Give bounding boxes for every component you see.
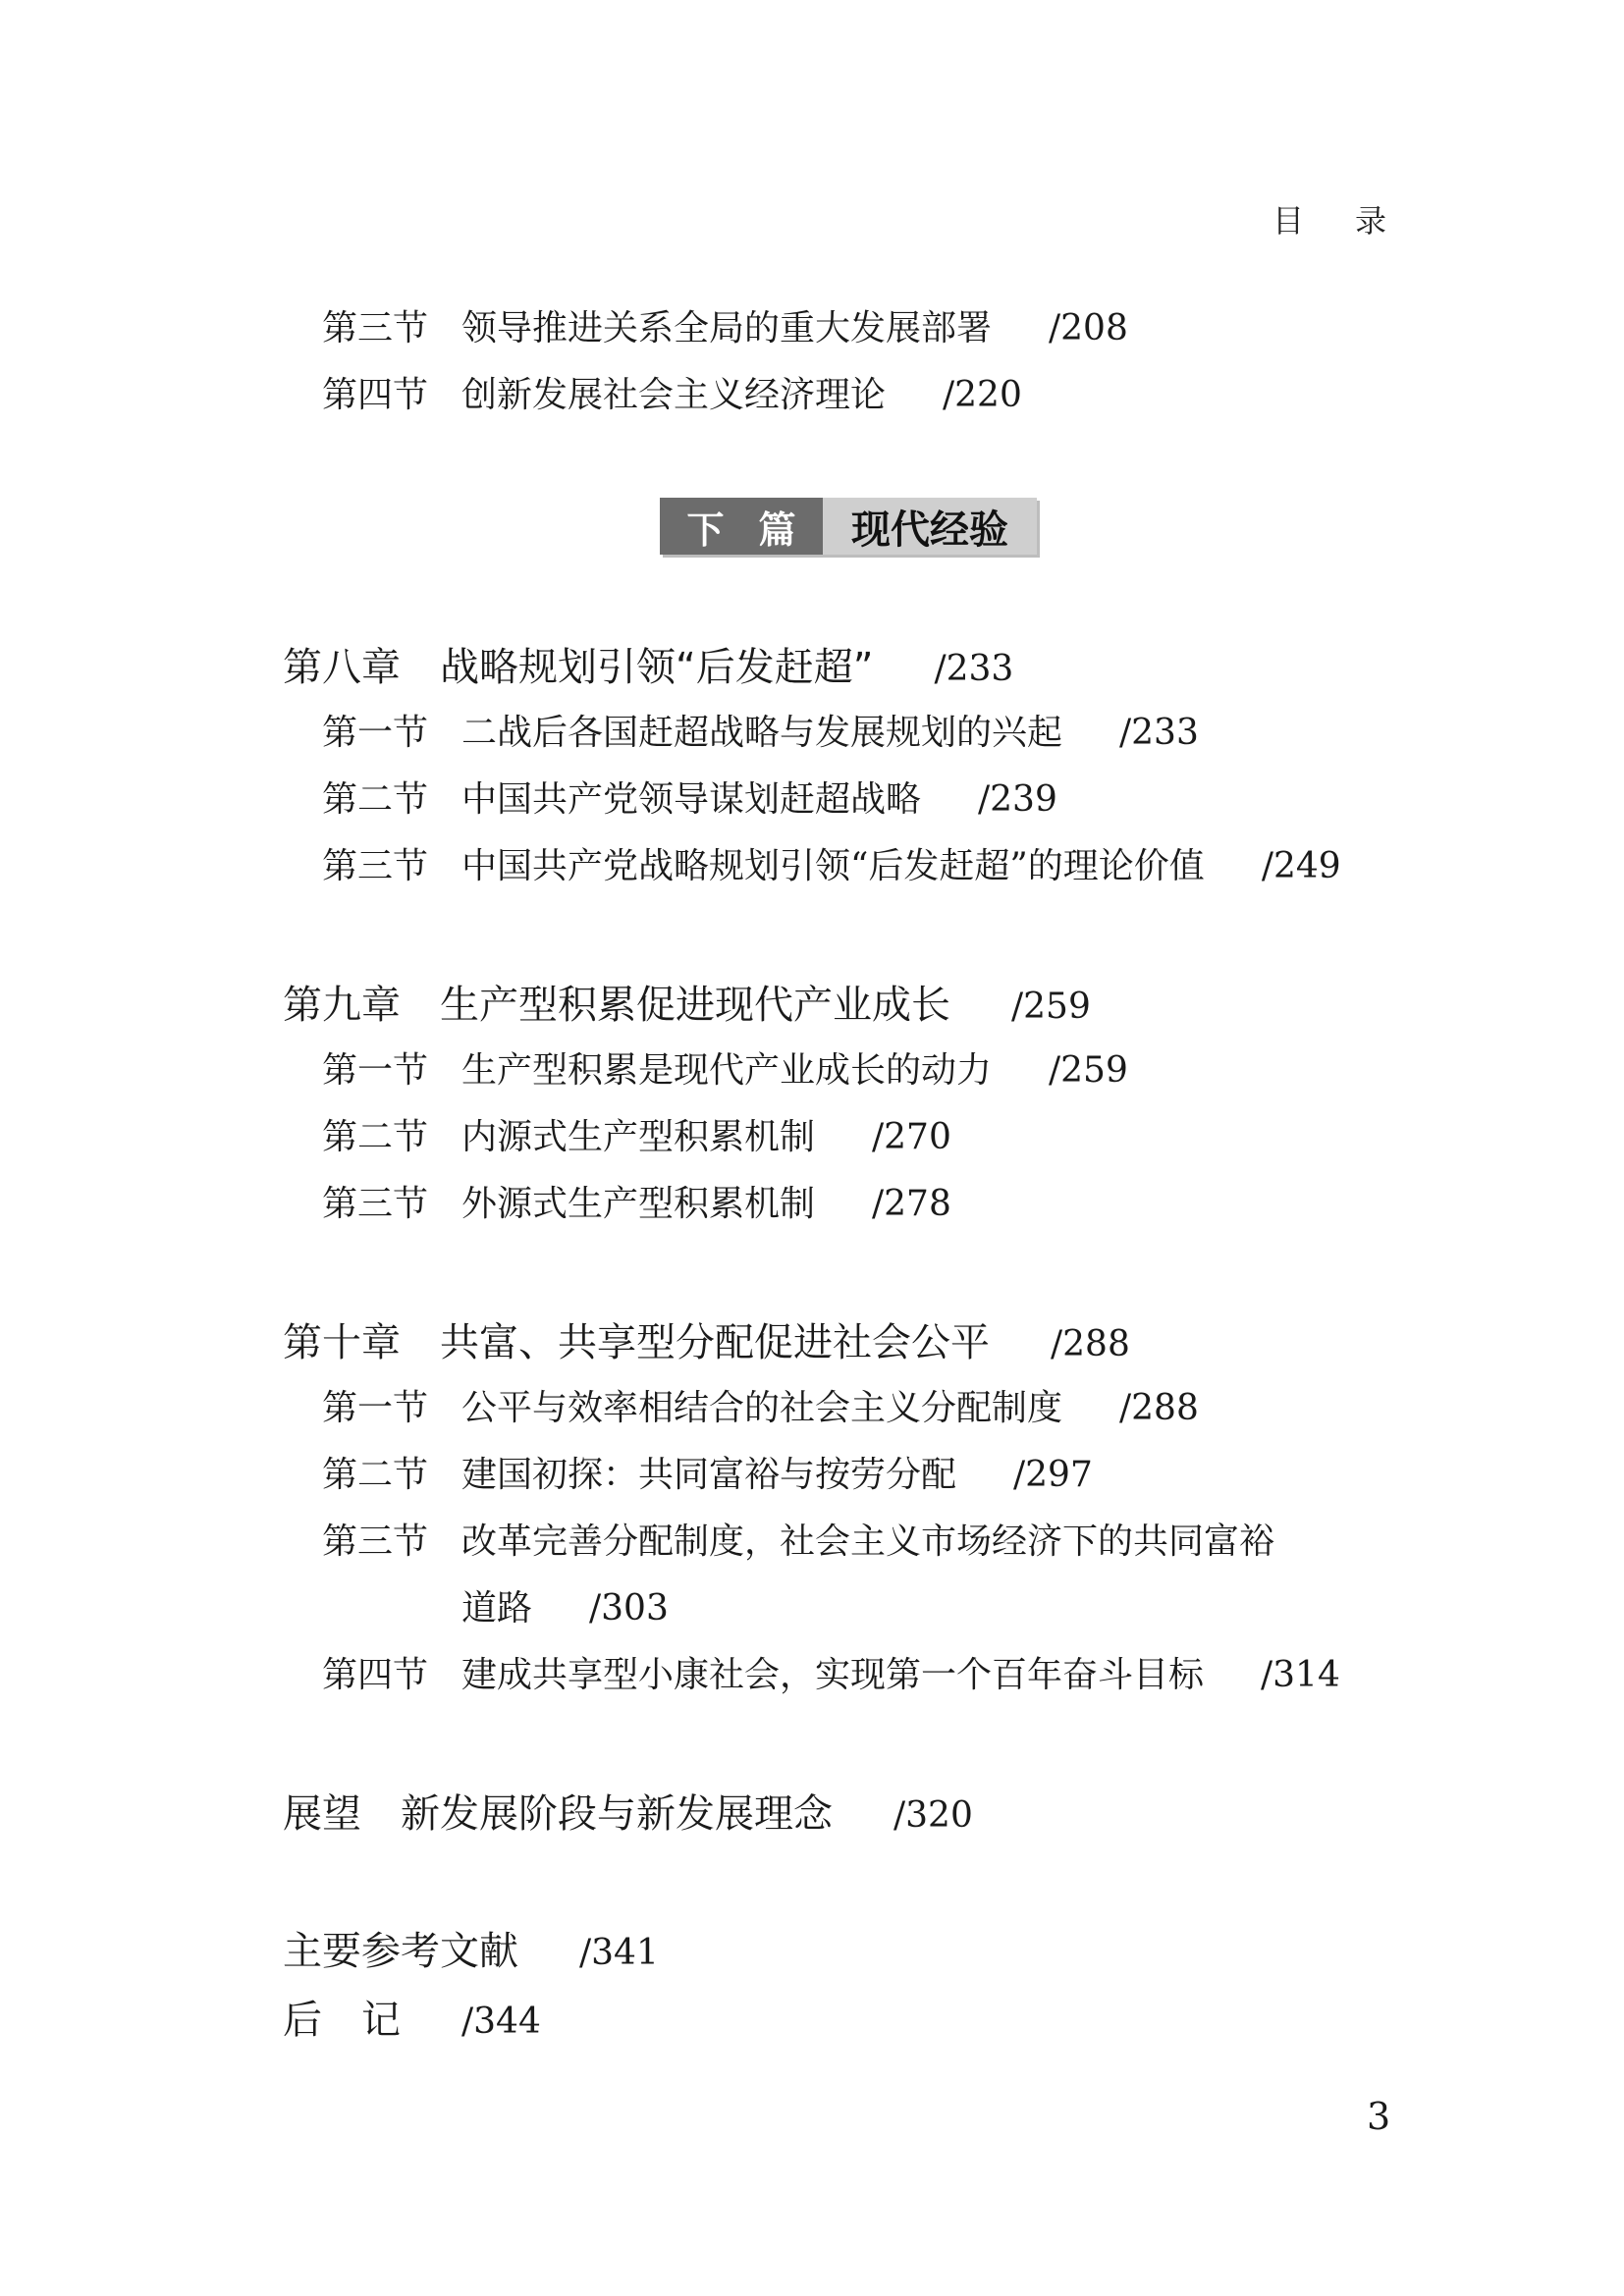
section-title: 领导推进关系全局的重大发展部署 (461, 308, 993, 348)
section-number: 第一节 (322, 1388, 429, 1428)
section-number: 第三节 (322, 308, 429, 348)
toc-section[interactable] (322, 300, 1128, 350)
toc-section[interactable] (322, 1042, 1128, 1093)
page-ref: /239 (978, 779, 1057, 820)
section-number: 第四节 (322, 1655, 429, 1695)
section-title: 公平与效率相结合的社会主义分配制度 (461, 1388, 1063, 1428)
section-number: 第四节 (322, 375, 429, 415)
part-label (660, 498, 823, 555)
section-number: 第二节 (322, 1455, 429, 1495)
page-ref: /288 (1119, 1388, 1199, 1428)
page-ref: /278 (872, 1184, 951, 1224)
toc-chapter[interactable] (283, 636, 1013, 692)
chapter-title: 共富、共享型分配促进社会公平 (440, 1320, 990, 1365)
chapter-title: 战略规划引领“后发赶超” (440, 645, 874, 690)
section-title: 二战后各国赶超战略与发展规划的兴起 (461, 713, 1063, 753)
toc-postscript[interactable] (283, 1989, 541, 2045)
page-ref: /233 (1119, 713, 1199, 753)
section-number: 第二节 (322, 1117, 429, 1157)
toc-section-continuation[interactable] (461, 1580, 669, 1630)
section-number: 第三节 (322, 846, 429, 886)
outlook-label: 展望 (283, 1791, 361, 1837)
page-ref: /314 (1261, 1655, 1340, 1695)
postscript-title-char: 后 (283, 1998, 322, 2043)
toc-section[interactable] (322, 1447, 1093, 1497)
page-ref: /220 (943, 375, 1022, 415)
toc-section[interactable] (322, 1647, 1340, 1697)
section-number: 第三节 (322, 1522, 429, 1562)
page-ref: /344 (461, 2002, 541, 2042)
section-title: 建国初探：共同富裕与按劳分配 (461, 1455, 957, 1495)
page-ref: /208 (1049, 308, 1128, 348)
page-ref: /320 (893, 1795, 973, 1836)
section-title: 建成共享型小康社会，实现第一个百年奋斗目标 (461, 1655, 1205, 1695)
section-title: 中国共产党领导谋划赶超战略 (461, 779, 922, 820)
page-ref: /249 (1261, 846, 1341, 886)
section-number: 第一节 (322, 713, 429, 753)
page-ref: /297 (1013, 1455, 1093, 1495)
running-header: 目录 (1272, 202, 1438, 240)
toc-references[interactable] (283, 1920, 659, 1976)
page-ref: /259 (1049, 1050, 1128, 1091)
section-title: 内源式生产型积累机制 (461, 1117, 816, 1157)
page-ref: /303 (589, 1588, 669, 1629)
toc-section[interactable] (322, 772, 1057, 822)
toc-section[interactable] (322, 1514, 1274, 1564)
chapter-number: 第十章 (283, 1320, 401, 1365)
part-banner (660, 498, 1037, 555)
page-ref: /341 (579, 1933, 659, 1973)
section-title-continuation: 道路 (461, 1588, 533, 1629)
section-number: 第三节 (322, 1184, 429, 1224)
page-ref: /259 (1011, 987, 1091, 1027)
chapter-number: 第八章 (283, 645, 401, 690)
toc-section[interactable] (322, 705, 1199, 755)
toc-section[interactable] (322, 1380, 1199, 1430)
section-title: 外源式生产型积累机制 (461, 1184, 816, 1224)
toc-section[interactable] (322, 1176, 951, 1226)
page-number: 3 (1367, 2095, 1391, 2138)
toc-outlook[interactable] (283, 1783, 973, 1839)
page-ref: /270 (872, 1117, 951, 1157)
chapter-number: 第九章 (283, 983, 401, 1028)
page-ref: /233 (934, 649, 1014, 689)
toc-chapter[interactable] (283, 974, 1091, 1030)
section-title: 生产型积累是现代产业成长的动力 (461, 1050, 993, 1091)
section-title: 中国共产党战略规划引领“后发赶超”的理论价值 (461, 846, 1205, 886)
section-title: 改革完善分配制度，社会主义市场经济下的共同富裕 (461, 1522, 1275, 1562)
toc-chapter[interactable] (283, 1311, 1130, 1367)
chapter-title: 生产型积累促进现代产业成长 (440, 983, 950, 1028)
toc-section[interactable] (322, 367, 1022, 417)
outlook-title: 新发展阶段与新发展理念 (401, 1791, 833, 1837)
section-number: 第二节 (322, 779, 429, 820)
part-title: 现代经验 (823, 498, 1037, 555)
part-label-char: 篇 (758, 507, 796, 552)
section-number: 第一节 (322, 1050, 429, 1091)
part-label-char: 下 (686, 507, 725, 552)
section-title: 创新发展社会主义经济理论 (461, 375, 887, 415)
page-ref: /288 (1051, 1324, 1130, 1364)
toc-section[interactable] (322, 1109, 951, 1159)
postscript-title-char: 记 (361, 1998, 401, 2043)
toc-section[interactable] (322, 838, 1341, 888)
references-title: 主要参考文献 (283, 1929, 518, 1974)
